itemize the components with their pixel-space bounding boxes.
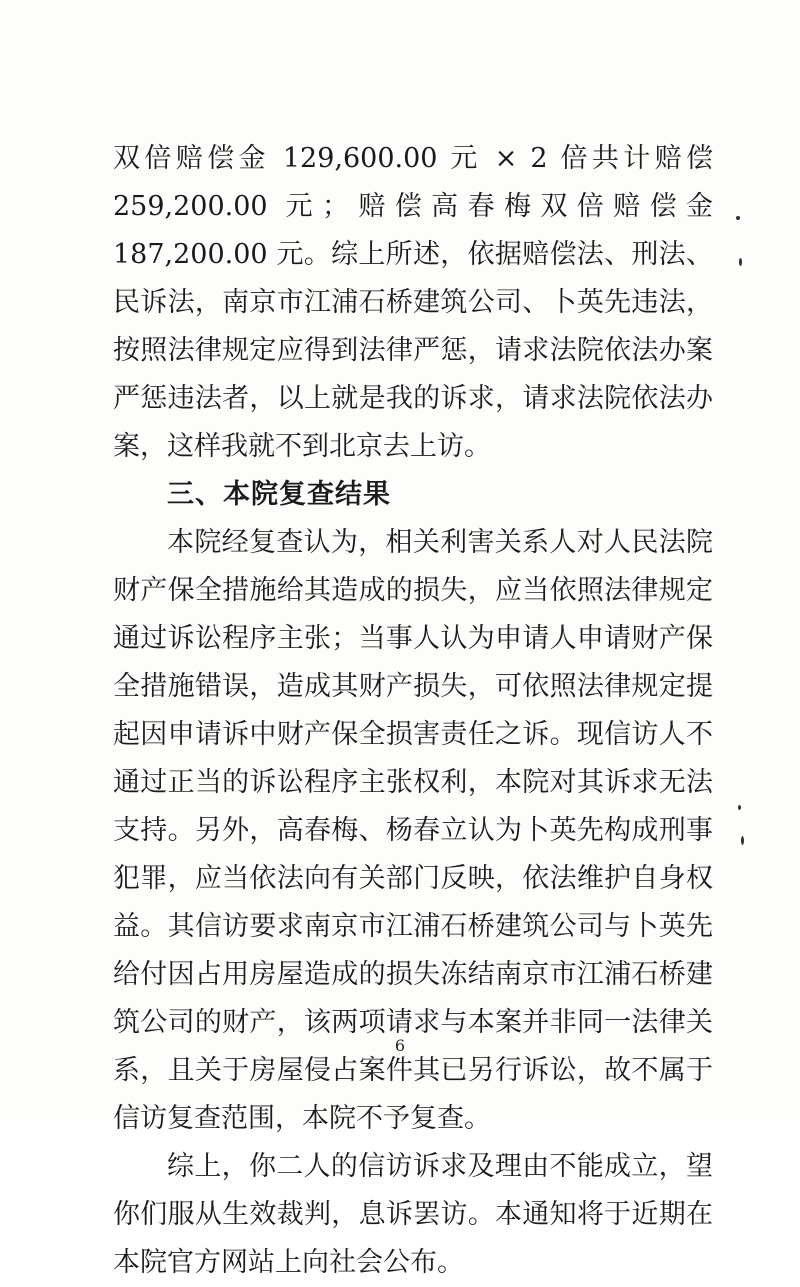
scan-speck — [741, 836, 744, 845]
paragraph-court-review-opinion: 本院经复查认为，相关利害关系人对人民法院财产保全措施给其造成的损失，应当依照法律规定通过诉讼程序主张；当事人认为申请人申请财产保全措施错误，造成其财产损失，可依照法律规定提起因申请诉中财产保全损害责任之诉。现信访人不通过正当的诉讼程序主张权利，本院对其诉求无法支持。另外，高春梅、杨春立认为卜英先构成刑事犯罪，应当依法向有关部门反映，依法维护自身权益。其信访要求南京市江浦石桥建筑公司与卜英先给付因占用房屋造成的损失冻结南京市江浦石桥建筑公司的财产，该两项请求与本案并非同一法律关系，且关于房屋侵占案件其已另行诉讼，故不属于信访复查范围，本院不予复查。 — [113, 527, 713, 1134]
page-number: 6 — [394, 1036, 406, 1055]
document-body — [113, 135, 713, 1287]
scan-speck — [738, 805, 741, 810]
paragraph-conclusion: 综上，你二人的信访诉求及理由不能成立，望你们服从生效裁判，息诉罢访。本通知将于近期在本院官方网站上向社会公布。 — [113, 1151, 713, 1278]
scan-speck — [736, 216, 740, 220]
scan-speck — [739, 258, 742, 266]
section-heading-review-result: 三、本院复查结果 — [167, 479, 391, 510]
paragraph-claims-continuation: 双倍赔偿金 129,600.00 元 × 2 倍共计赔偿 259,200.00 元；赔偿高春梅双倍赔偿金 187,200.00 元。综上所述，依据赔偿法、刑法、民诉法，南京市江浦石桥建筑公司、卜英先违法，按照法律规定应得到法律严惩，请求法院依法办案严惩违法者，以上就是我的诉求，请求法院依法办案，这样我就不到北京去上访。 — [113, 143, 713, 462]
